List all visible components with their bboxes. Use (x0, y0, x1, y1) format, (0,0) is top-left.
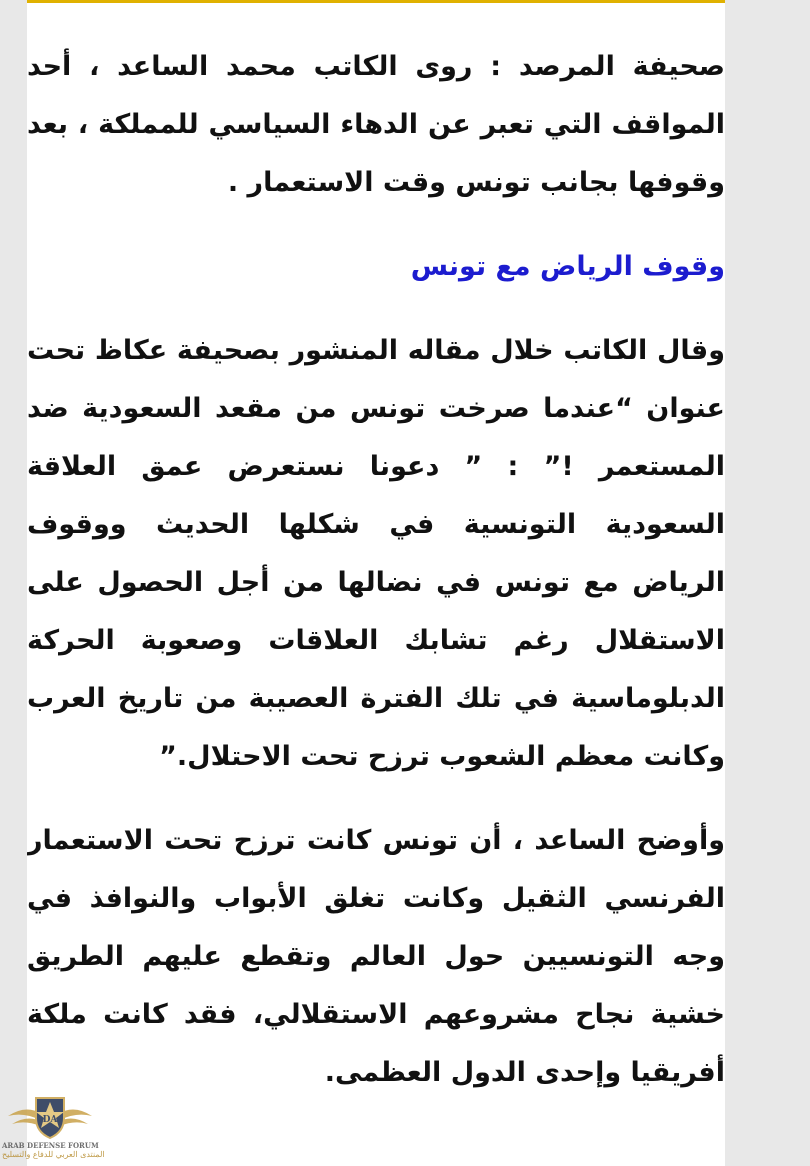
arab-defense-forum-logo (2, 1092, 105, 1164)
logo-english-text: ARAB DEFENSE FORUM (2, 1141, 99, 1150)
top-accent-rule (27, 0, 725, 3)
quote-paragraph: وقال الكاتب خلال مقاله المنشور بصحيفة عكاظ تحت عنوان “عندما صرخت تونس من مقعد السعودية ضد المستعمر !” : ” دعونا نستعرض عمق العلاقة السعودية التونسية في شكلها الحديث ووقوف الرياض مع تونس في نضالها من أجل الحصول على الاستقلال رغم تشابك العلاقات وصعوبة الحركة الدبلوماسية في تلك الفترة العصيبة من تاريخ العرب وكانت معظم الشعوب ترزح تحت الاحتلال.” (27, 335, 725, 772)
article-page (27, 0, 725, 1166)
closing-paragraph: وأوضح الساعد ، أن تونس كانت ترزح تحت الاستعمار الفرنسي الثقيل وكانت تغلق الأبواب والنوافذ في وجه التونسيين حول العالم وتقطع عليهم الطريق خشية نجاح مشروعهم الاستقلالي، فقد كانت ملكة أفريقيا وإحدى الدول العظمى. (27, 825, 725, 1088)
shield-wings-icon (2, 1092, 98, 1142)
logo-arabic-text: المنتدى العربي للدفاع والتسليح (2, 1150, 105, 1159)
intro-paragraph: صحيفة المرصد : روى الكاتب محمد الساعد ، أحد المواقف التي تعبر عن الدهاء السياسي للمملكة ، بعد وقوفها بجانب تونس وقت الاستعمار . (27, 51, 725, 198)
section-subheading[interactable]: وقوف الرياض مع تونس (410, 251, 725, 282)
article-body (27, 38, 725, 1102)
logo-badge-text: DA (42, 1115, 58, 1125)
